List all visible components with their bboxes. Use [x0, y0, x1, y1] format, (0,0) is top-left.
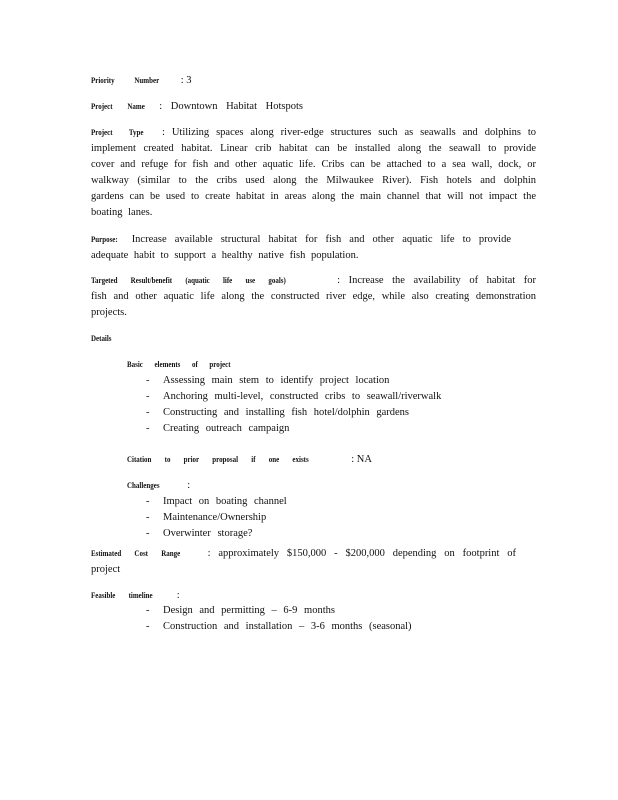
purpose-text: Increase available structural habitat for fish and other aquatic life to provide adequate habit to support a healthy native fish population. [91, 234, 511, 261]
list-item: - Design and permitting – 6-9 months [127, 603, 527, 619]
priority-line [91, 72, 536, 89]
list-item: - Overwinter storage? [127, 526, 527, 542]
challenges-block [127, 477, 527, 542]
feasible-timeline-block [127, 603, 527, 635]
estimated-cost-text: : approximately $150,000 - $200,000 depending on footprint of project [91, 548, 516, 575]
list-item: - Assessing main stem to identify project location [127, 373, 527, 389]
purpose-paragraph [91, 231, 511, 264]
list-item: - Maintenance/Ownership [127, 510, 527, 526]
targeted-text: : Increase the availability of habitat for fish and other aquatic life along the constructed river edge, while also creating demonstration projects. [91, 275, 536, 318]
project-type-text: : Utilizing spaces along river-edge structures such as seawalls and dolphins to implement created habitat. Linear crib habitat can be installed along the seawall to provide cover and refuge for fish and other aquatic life. Cribs can be attached to a sea wall, dock, or walkway (similar to the cribs used along the Milwaukee River). Fish hotels and dolphin gardens can be used to create habitat in areas along the main channel that will not impact the boating lanes. [91, 127, 536, 218]
feasible-timeline-label: Feasible timeline [91, 590, 153, 600]
project-name-line [91, 98, 536, 115]
list-item: - Anchoring multi-level, constructed cribs to seawall/riverwalk [127, 389, 527, 405]
details-heading [91, 330, 536, 347]
citation-line [127, 451, 527, 468]
basic-elements-block [127, 356, 527, 437]
citation-value: : NA [351, 454, 372, 465]
challenges-label: Challenges [127, 480, 160, 490]
list-item: - Construction and installation – 3-6 months (seasonal) [127, 619, 527, 635]
estimated-cost-paragraph [91, 545, 516, 578]
project-name-value: : Downtown Habitat Hotspots [159, 101, 303, 112]
purpose-label: Purpose: [91, 234, 118, 244]
feasible-timeline-list [127, 603, 527, 635]
citation-label: Citation to prior proposal if one exists [127, 454, 309, 464]
challenges-colon: : [187, 480, 191, 491]
project-type-label: Project Type [91, 127, 144, 137]
project-type-paragraph [91, 124, 536, 221]
targeted-label: Targeted Result/benefit (aquatic life use goals) [91, 275, 286, 285]
targeted-paragraph [91, 272, 536, 321]
estimated-cost-label: Estimated Cost Range [91, 548, 181, 558]
priority-value: : 3 [180, 75, 192, 86]
challenges-list [127, 494, 527, 542]
basic-elements-list [127, 373, 527, 437]
feasible-timeline-heading [91, 587, 536, 604]
details-label: Details [91, 333, 112, 343]
basic-elements-label: Basic elements of project [127, 359, 231, 369]
project-name-label: Project Name [91, 101, 145, 111]
feasible-timeline-colon: : [176, 590, 180, 601]
list-item: - Impact on boating channel [127, 494, 527, 510]
priority-label: Priority Number [91, 75, 160, 85]
list-item: - Creating outreach campaign [127, 421, 527, 437]
list-item: - Constructing and installing fish hotel/dolphin gardens [127, 405, 527, 421]
